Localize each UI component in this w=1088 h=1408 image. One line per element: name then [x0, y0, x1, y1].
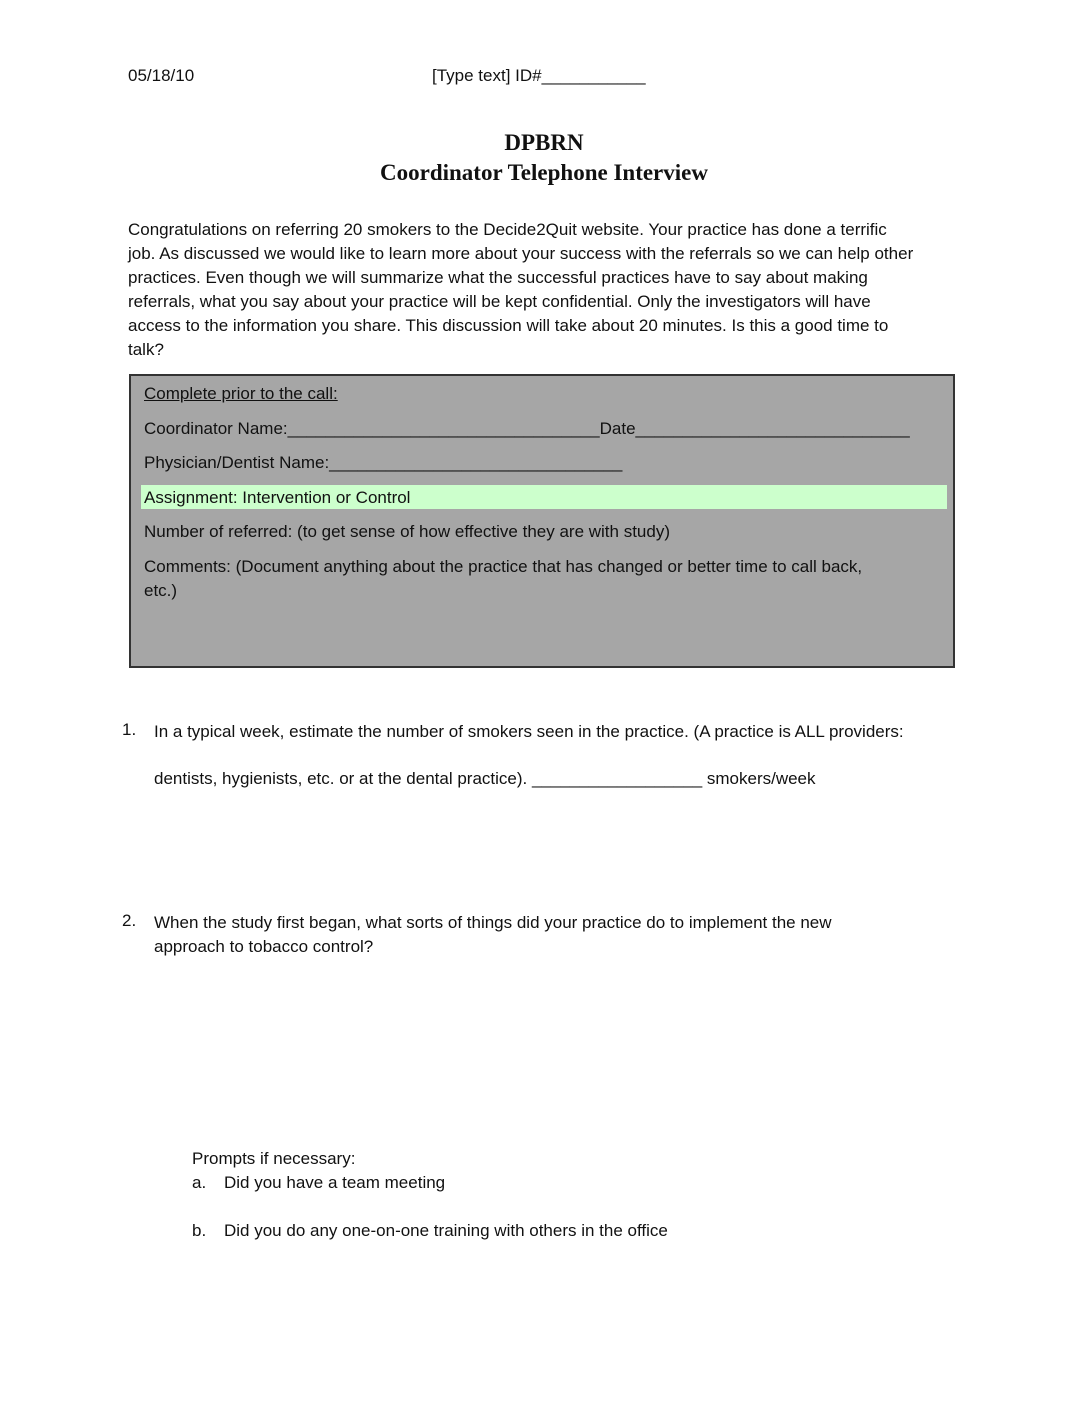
prompts-heading: Prompts if necessary: [192, 1149, 356, 1168]
intro-line: job. As discussed we would like to learn more about your success with the referrals so we can help other [128, 244, 914, 263]
prompt-b-letter: b. [192, 1221, 207, 1240]
question-2-text: When the study first began, what sorts of things did your practice do to implement the new [154, 913, 832, 932]
header-date: 05/18/10 [128, 66, 195, 85]
pre-call-heading: Complete prior to the call: [144, 384, 338, 403]
assignment-field: Assignment: Intervention or Control [144, 488, 411, 507]
intro-paragraph [128, 218, 963, 362]
number-referred-field: Number of referred: (to get sense of how effective they are with study) [144, 522, 670, 541]
coordinator-name-field: Coordinator Name:_________________________________Date_____________________________ [144, 419, 910, 438]
header-id-field: [Type text] ID#___________ [432, 66, 646, 85]
question-1-text: In a typical week, estimate the number of smokers seen in the practice. (A practice is ALL providers: [154, 722, 904, 741]
prompt-a-letter: a. [192, 1173, 207, 1192]
document-subtitle: Coordinator Telephone Interview [380, 160, 708, 185]
intro-line: access to the information you share. This discussion will take about 20 minutes. Is this a good time to [128, 316, 889, 335]
question-1-answer-line: dentists, hygienists, etc. or at the dental practice). __________________ smokers/week [154, 769, 816, 788]
physician-name-field: Physician/Dentist Name:_______________________________ [144, 453, 623, 472]
prompt-a-text: Did you have a team meeting [224, 1173, 446, 1192]
prompt-b-text: Did you do any one-on-one training with others in the office [224, 1221, 668, 1240]
intro-line: practices. Even though we will summarize what the successful practices have to say about making [128, 268, 868, 287]
document-title: DPBRN [504, 130, 584, 155]
intro-line: referrals, what you say about your practice will be kept confidential. Only the investigators will have [128, 292, 871, 311]
comments-field-cont: etc.) [144, 581, 178, 600]
intro-line: talk? [128, 340, 164, 359]
question-1-number: 1. [122, 720, 137, 739]
question-2-number: 2. [122, 911, 137, 930]
question-2-text-cont: approach to tobacco control? [154, 937, 374, 956]
intro-line: Congratulations on referring 20 smokers to the Decide2Quit website. Your practice has done a terrific [128, 220, 887, 239]
comments-field: Comments: (Document anything about the practice that has changed or better time to call back, [144, 557, 863, 576]
